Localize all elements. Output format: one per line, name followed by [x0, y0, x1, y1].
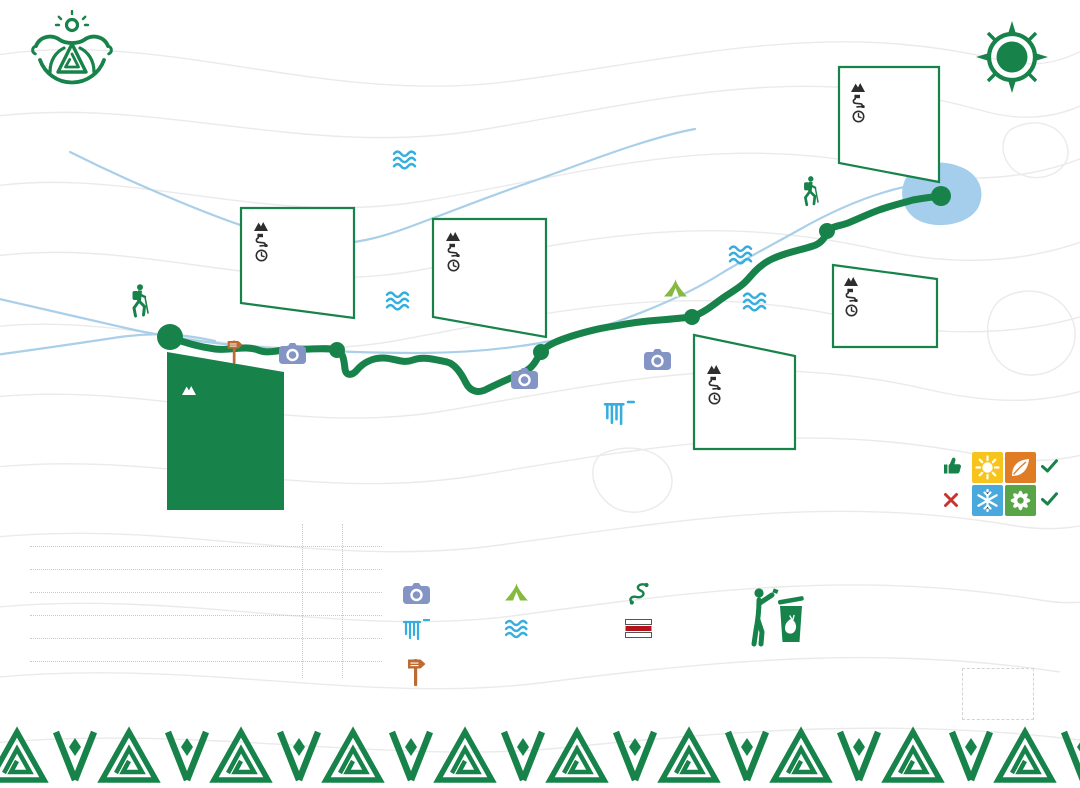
route-icon	[707, 376, 721, 390]
table-row	[30, 662, 382, 684]
table-row	[30, 547, 382, 570]
hiker-icon	[804, 176, 818, 205]
reject-x-icon	[943, 492, 959, 508]
callout-altitude	[707, 363, 796, 374]
legend-item-hiking-trail	[625, 582, 747, 606]
callout-distance	[707, 376, 796, 390]
tent-icon	[503, 582, 530, 601]
callout-distance	[446, 243, 547, 257]
callout-altitude	[446, 230, 547, 241]
clock-icon	[844, 304, 858, 317]
approve-check-icon	[1041, 492, 1058, 506]
pointer-icon	[403, 656, 430, 687]
table-row	[30, 639, 382, 662]
callout-altitude	[851, 81, 940, 92]
table-header-row	[30, 524, 382, 547]
waves-icon	[744, 294, 765, 311]
mountain-icon	[851, 81, 865, 92]
legend-item-river	[503, 619, 623, 639]
mountain-icon	[182, 384, 196, 395]
thumbs-up-icon	[944, 457, 962, 474]
table-divider	[302, 524, 303, 678]
callout-time	[707, 392, 796, 405]
autumn-leaf-icon	[1005, 452, 1036, 483]
legend-item-waterfall	[403, 619, 499, 641]
clock-icon	[851, 110, 865, 123]
callout-time	[844, 304, 938, 317]
river-tuyuk	[70, 129, 695, 244]
route-icon	[851, 94, 865, 108]
you-are-here-altitude	[182, 384, 278, 395]
route-icon	[254, 233, 268, 247]
season-suitability	[938, 448, 1066, 524]
callout-time	[446, 259, 547, 272]
mountain-icon	[446, 230, 460, 241]
legend-item-panorama	[403, 582, 499, 605]
tent-icon	[664, 278, 687, 297]
route-icon	[844, 288, 858, 302]
hiking-trail-icon	[625, 582, 652, 606]
trail-marker-grazing	[329, 342, 345, 358]
route-marking-legend	[403, 520, 748, 525]
trail-marker-waterfall	[533, 344, 549, 360]
approve-check-icon	[1041, 459, 1058, 473]
mountain-icon	[707, 363, 721, 374]
table-row	[30, 570, 382, 593]
throw-trash-icon	[750, 586, 806, 648]
callout-altitude	[254, 220, 355, 231]
callout-grassland	[832, 264, 938, 348]
route-icon	[446, 243, 460, 257]
kyrgyz-ornament-band	[0, 726, 1080, 784]
legend-item-right-direction	[625, 619, 747, 638]
compass-rose-icon	[976, 21, 1048, 93]
callout-altitude	[844, 275, 938, 286]
camera-icon	[511, 368, 538, 389]
river-waves-icon	[503, 619, 530, 639]
camera-icon	[403, 582, 430, 605]
callout-distance	[844, 288, 938, 302]
camera-icon	[644, 349, 671, 370]
table-divider	[342, 524, 343, 678]
legend-item-camping	[503, 582, 623, 601]
fund-logo	[26, 10, 118, 102]
clock-icon	[707, 392, 721, 405]
callout-lake	[838, 66, 940, 183]
callout-distance	[851, 94, 940, 108]
qr-code-placeholder	[962, 668, 1034, 720]
callout-grazing	[240, 207, 355, 319]
waterfall-icon	[605, 402, 634, 424]
clock-icon	[254, 249, 268, 262]
winter-snowflake-icon	[972, 485, 1003, 516]
table-row	[30, 616, 382, 639]
trail-table	[30, 524, 382, 684]
you-are-here-box	[167, 352, 284, 510]
trail-marker-grassland	[819, 223, 835, 239]
summer-sun-icon	[972, 452, 1003, 483]
hiker-icon	[133, 284, 149, 316]
callout-distance	[254, 233, 355, 247]
callout-time	[254, 249, 355, 262]
callout-waterfall	[432, 218, 547, 338]
waves-icon	[387, 293, 408, 310]
table-row	[30, 593, 382, 616]
mountain-icon	[254, 220, 268, 231]
spring-flower-icon	[1005, 485, 1036, 516]
trail-marker-lake	[931, 186, 951, 206]
trail-marker-start	[157, 324, 183, 350]
legend-item-pointer	[403, 656, 499, 687]
waves-icon	[394, 152, 415, 169]
waves-icon	[730, 247, 751, 264]
trail-marker-camping	[684, 309, 700, 325]
right-direction-icon	[625, 619, 652, 638]
callout-time	[851, 110, 940, 123]
mountain-icon	[844, 275, 858, 286]
waterfall-icon	[403, 619, 430, 641]
callout-camping	[693, 334, 796, 450]
clock-icon	[446, 259, 460, 272]
